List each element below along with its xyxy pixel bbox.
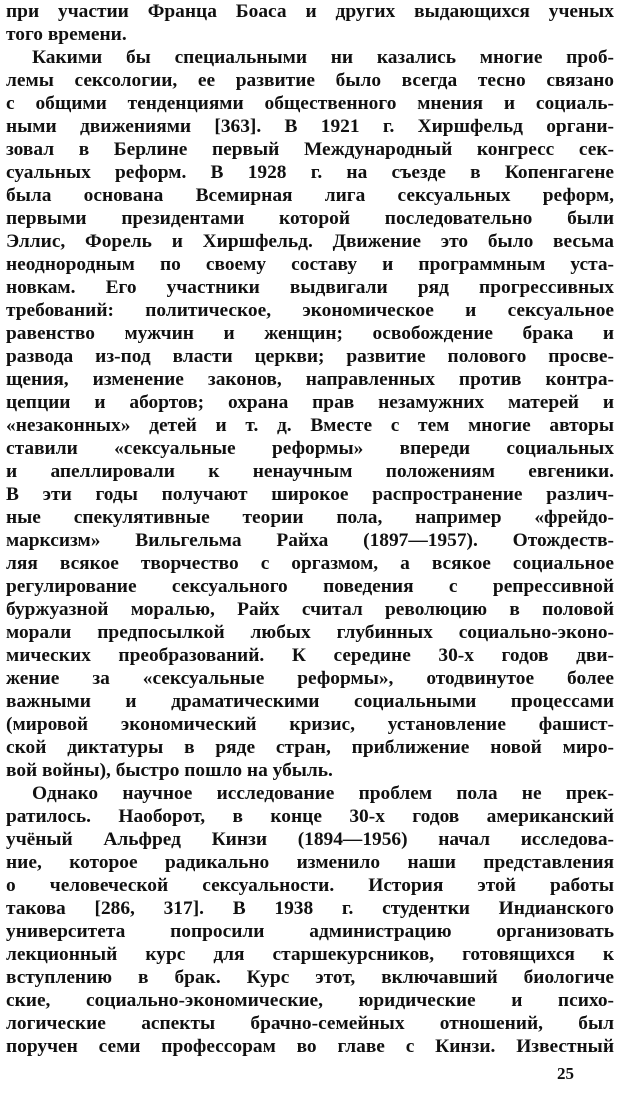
- text-line: ской диктатуры в ряде стран, приближение новой миро-: [6, 737, 614, 758]
- text-line: логические аспекты брачно-семейных отношений, был: [6, 1013, 614, 1034]
- text-line: буржуазной моралью, Райх считал революцию в половой: [6, 599, 614, 620]
- text-line: о человеческой сексуальности. История этой работы: [6, 875, 614, 896]
- text-line: ные спекулятивные теории пола, например «фрейдо-: [6, 507, 614, 528]
- text-line: (мировой экономический кризис, установление фашист-: [6, 714, 614, 735]
- text-line: суальных реформ. В 1928 г. на съезде в Копенгагене: [6, 162, 614, 183]
- text-line: была основана Всемирная лига сексуальных реформ,: [6, 185, 614, 206]
- text-line: развода из-под власти церкви; развитие полового просве-: [6, 346, 614, 367]
- text-line: Однако научное исследование проблем пола не прек-: [32, 783, 614, 804]
- text-line: ставили «сексуальные реформы» впереди социальных: [6, 438, 614, 459]
- text-line: того времени.: [6, 24, 127, 45]
- text-line: ние, которое радикально изменило наши представления: [6, 852, 614, 873]
- text-line: первыми президентами которой последовательно были: [6, 208, 614, 229]
- text-line: лекционный курс для старшекурсников, готовящихся к: [6, 944, 614, 965]
- text-line: Эллис, Форель и Хиршфельд. Движение это было весьма: [6, 231, 614, 252]
- text-line: важными и драматическими социальными процессами: [6, 691, 614, 712]
- text-line: университета попросили администрацию организовать: [6, 921, 614, 942]
- text-line: вой войны), быстро пошло на убыль.: [6, 760, 333, 781]
- text-line: щения, изменение законов, направленных против контра-: [6, 369, 614, 390]
- text-line: марксизм» Вильгельма Райха (1897—1957). Отождеств-: [6, 530, 614, 551]
- text-line: морали предпосылкой любых глубинных социально-эконо-: [6, 622, 614, 643]
- text-line: ляя всякое творчество с оргазмом, а всякое социальное: [6, 553, 614, 574]
- text-line: цепции и абортов; охрана прав незамужних матерей и: [6, 392, 614, 413]
- text-line: поручен семи профессорам во главе с Кинзи. Известный: [6, 1036, 614, 1057]
- text-line: «незаконных» детей и т. д. Вместе с тем многие авторы: [6, 415, 614, 436]
- book-page: [6, 0, 614, 1094]
- text-line: ратилось. Наоборот, в конце 30-х годов американский: [6, 806, 614, 827]
- text-line: Какими бы специальными ни казались многие проб-: [32, 47, 614, 68]
- text-line: жение за «сексуальные реформы», отодвинутое более: [6, 668, 614, 689]
- page-number: 25: [557, 1064, 574, 1083]
- body-text: [6, 0, 614, 1058]
- text-line: мических преобразований. К середине 30-х годов дви-: [6, 645, 614, 666]
- text-line: с общими тенденциями общественного мнения и социаль-: [6, 93, 614, 114]
- text-line: при участии Франца Боаса и других выдающихся ученых: [6, 1, 614, 22]
- text-line: лемы сексологии, ее развитие было всегда тесно связано: [6, 70, 614, 91]
- text-line: и апеллировали к ненаучным положениям евгеники.: [6, 461, 614, 482]
- text-line: ские, социально-экономические, юридические и психо-: [6, 990, 614, 1011]
- text-line: В эти годы получают широкое распространение различ-: [6, 484, 614, 505]
- text-line: равенство мужчин и женщин; освобождение брака и: [6, 323, 614, 344]
- text-line: регулирование сексуального поведения с репрессивной: [6, 576, 614, 597]
- text-line: такова [286, 317]. В 1938 г. студентки Индианского: [6, 898, 614, 919]
- text-line: неоднородным по своему составу и программным уста-: [6, 254, 614, 275]
- text-line: зовал в Берлине первый Международный конгресс сек-: [6, 139, 614, 160]
- text-line: требований: политическое, экономическое и сексуальное: [6, 300, 614, 321]
- text-line: учёный Альфред Кинзи (1894—1956) начал исследова-: [6, 829, 614, 850]
- text-line: вступлению в брак. Курс этот, включавший биологиче: [6, 967, 614, 988]
- text-line: ными движениями [363]. В 1921 г. Хиршфельд органи-: [6, 116, 614, 137]
- text-line: новкам. Его участники выдвигали ряд прогрессивных: [6, 277, 614, 298]
